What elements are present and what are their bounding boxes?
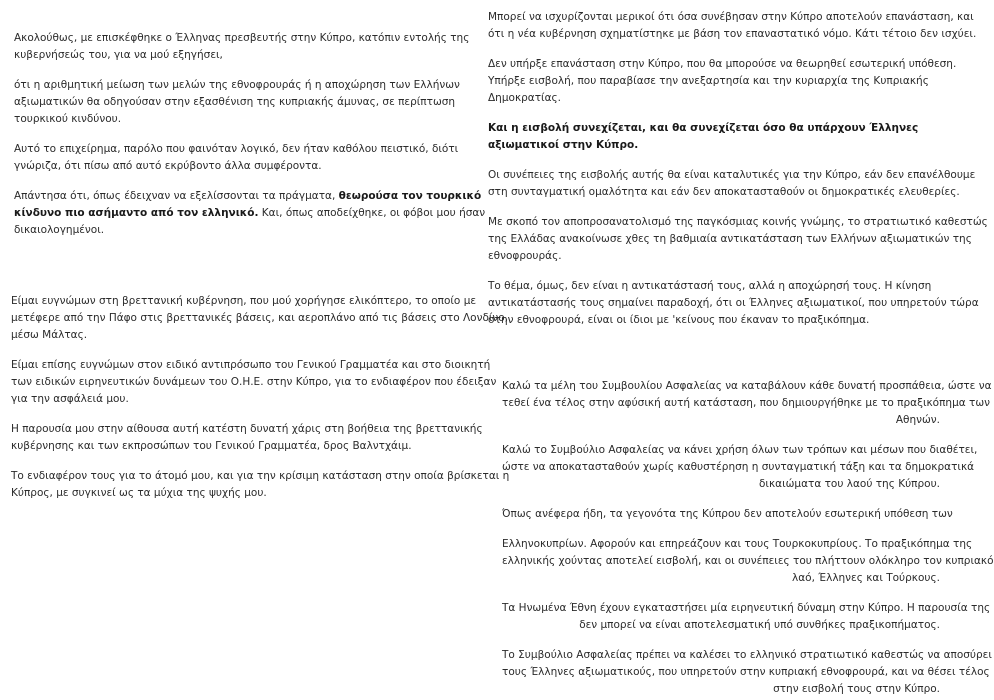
text-line: Τα Ηνωμένα Έθνη έχουν εγκαταστήσει μία ειρηνευτική δύναμη στην Κύπρο. Η παρουσία της [502, 602, 991, 614]
text-line: στην εθνοφρουρά, είναι οι ίδιοι με 'κείνους που έκαναν το πραξικόπημα. [488, 314, 870, 326]
text-line: λαό, Έλληνες και Τούρκους. [792, 572, 940, 584]
paragraph [14, 30, 470, 64]
text-line: γνώριζα, ότι πίσω από αυτό εκρύβοντο άλλα συμφέροντα. [14, 160, 322, 172]
text-line: κυβέρνησης και των εκπροσώπων του Γενικού Γραμματέα, δρος Βαλντχάιμ. [11, 440, 412, 452]
paragraph [11, 468, 510, 502]
paragraph [502, 506, 953, 523]
paragraph [502, 647, 992, 698]
text-column-bottom-right [502, 378, 994, 698]
text-line: μετέφερε από την Πάφο στις βρεττανικές βάσεις, και αεροπλάνο από τις βάσεις στο Λονδίνο, [11, 312, 509, 324]
text-line: Είμαι ευγνώμων στη βρεττανική κυβέρνηση, που μού χορήγησε ελικόπτερο, το οποίο με [11, 295, 477, 307]
text-line [14, 205, 486, 222]
paragraph [14, 141, 459, 175]
paragraph [14, 77, 460, 128]
text-line [488, 120, 938, 137]
paragraph [11, 293, 509, 344]
bold-fragment: Και η εισβολή συνεχίζεται, και θα συνεχίζεται όσο θα υπάρχουν Έλληνες [488, 122, 919, 134]
text-fragment: Απάντησα ότι, όπως έδειχναν να εξελίσσονται τα πράγματα, [14, 190, 339, 202]
text-line: ελληνικής χούντας αποτελεί εισβολή, και οι συνέπειες του πλήττουν ολόκληρο τον κυπριακό [502, 555, 994, 567]
paragraph [11, 357, 497, 408]
text-line: Το θέμα, όμως, δεν είναι η αντικατάστασή τους, αλλά η αποχώρησή τους. Η κίνηση [488, 280, 932, 292]
text-line: Υπήρξε εισβολή, που παραβίασε την ανεξαρτησία και την κυριαρχία της Κυπριακής [488, 75, 929, 87]
text-line: αξιωματικών θα οδηγούσαν στην εξασθένιση της κυπριακής άμυνας, σε περίπτωση [14, 96, 456, 108]
text-line: Ακολούθως, με επισκέφθηκε ο Έλληνας πρεσβευτής στην Κύπρο, κατόπιν εντολής της [14, 32, 470, 44]
bold-fragment: κίνδυνο πιο ασήμαντο από τον ελληνικό. [14, 207, 259, 219]
text-line: Καλώ το Συμβούλιο Ασφαλείας να κάνει χρήση όλων των τρόπων και μέσων που διαθέτει, [502, 444, 978, 456]
text-line: Οι συνέπειες της εισβολής αυτής θα είναι καταλυτικές για την Κύπρο, εάν δεν επανέλθουμε [488, 169, 976, 181]
text-line: στη συνταγματική ομαλότητα και εάν δεν αποκατασταθούν οι δημοκρατικές ελευθερίες. [488, 186, 960, 198]
text-line: Είμαι επίσης ευγνώμων στον ειδικό αντιπρόσωπο του Γενικού Γραμματέα και στο διοικητή [11, 359, 491, 371]
text-line: ώστε να αποκατασταθούν χωρίς καθυστέρηση η συνταγματική τάξη και τα δημοκρατικά [502, 461, 975, 473]
text-line: της Ελλάδας ανακοίνωσε χθες τη βαθμιαία αντικατάσταση των Ελλήνων αξιωματικών της [488, 233, 972, 245]
text-line [14, 188, 482, 205]
text-line: κυβερνήσεώς του, για να μού εξηγήσει, [14, 49, 223, 61]
paragraph [488, 214, 988, 265]
text-line: δεν μπορεί να είναι αποτελεσματική υπό συνθήκες πραξικοπήματος. [579, 619, 940, 631]
text-line: για την ασφάλειά μου. [11, 393, 129, 405]
paragraph [488, 278, 979, 329]
bold-fragment: αξιωματικοί στην Κύπρο. [488, 139, 639, 151]
text-line: Δημοκρατίας. [488, 92, 562, 104]
text-line: Ελληνοκυπρίων. Αφορούν και επηρεάζουν και τους Τουρκοκυπρίους. Το πραξικόπημα της [502, 538, 973, 550]
text-line: Με σκοπό τον αποπροσανατολισμό της παγκόσμιας κοινής γνώμης, το στρατιωτικό καθεστώς [488, 216, 988, 228]
text-line: στην εισβολή τους στην Κύπρο. [773, 683, 940, 695]
text-line: Αθηνών. [895, 414, 940, 426]
text-line: Μπορεί να ισχυρίζονται μερικοί ότι όσα συνέβησαν στην Κύπρο αποτελούν επανάσταση, και [488, 11, 974, 23]
text-line: Αυτό το επιχείρημα, παρόλο που φαινόταν λογικό, δεν ήταν καθόλου πειστικό, διότι [14, 143, 459, 155]
paragraph [502, 600, 991, 634]
text-line: τους Έλληνες αξιωματικούς, που υπηρετούν στην κυπριακή εθνοφρουρά, και να θέσει τέλος [502, 666, 990, 678]
paragraph [502, 378, 992, 429]
text-line: των ειδικών ειρηνευτικών δυνάμεων του Ο.Η.Ε. στην Κύπρο, για το ενδιαφέρον που έδειξαν [11, 376, 497, 388]
paragraph [488, 9, 977, 43]
text-line: Το ενδιαφέρον τους για το άτομό μου, και για την κρίσιμη κατάσταση στην οποία βρίσκεται η [11, 470, 510, 482]
bold-fragment: θεωρούσα τον τουρκικό [338, 190, 482, 202]
text-line: δικαιολογημένοι. [14, 224, 105, 236]
text-line: Κύπρος, με συγκινεί ως τα μύχια της ψυχής μου. [11, 487, 267, 499]
paragraph [488, 56, 957, 107]
text-column-bottom-left [11, 293, 510, 502]
text-line: εθνοφρουράς. [488, 250, 562, 262]
text-line: τεθεί ένα τέλος στην αφύσική αυτή κατάσταση, που δημιουργήθηκε με το πραξικόπημα των [502, 397, 990, 409]
paragraph [11, 421, 483, 455]
text-line: ότι η νέα κυβέρνηση σχηματίστηκε με βάση τον επαναστατικό νόμο. Κάτι τέτοιο δεν ισχύει. [488, 28, 977, 40]
paragraph [488, 167, 976, 201]
text-line: Η παρουσία μου στην αίθουσα αυτή κατέστη δυνατή χάρις στη βοήθεια της βρεττανικής [11, 423, 483, 435]
paragraph-with-emphasis [14, 188, 486, 239]
text-line: ότι η αριθμητική μείωση των μελών της εθνοφρουράς ή η αποχώρηση των Ελλήνων [14, 79, 460, 91]
text-line: τουρκικού κινδύνου. [14, 113, 122, 125]
text-line: δικαιώματα του λαού της Κύπρου. [758, 478, 940, 490]
bold-paragraph [488, 120, 938, 154]
text-line: Το Συμβούλιο Ασφαλείας πρέπει να καλέσει το ελληνικό στρατιωτικό καθεστώς να αποσύρει [502, 649, 992, 661]
paragraph [502, 536, 994, 587]
text-line: μέσω Μάλτας. [11, 329, 88, 341]
text-line: αντικατάστασής τους σημαίνει παραδοχή, ότι οι Έλληνες αξιωματικοί, που υπηρετούν τώρα [488, 297, 979, 309]
text-line: Όπως ανέφερα ήδη, τα γεγονότα της Κύπρου δεν αποτελούν εσωτερική υπόθεση των [502, 508, 953, 520]
paragraph [502, 442, 978, 493]
text-line: Καλώ τα μέλη του Συμβουλίου Ασφαλείας να καταβάλουν κάθε δυνατή προσπάθεια, ώστε να [502, 380, 992, 392]
text-column-top-right [488, 9, 988, 329]
text-column-top-left [14, 30, 486, 239]
text-fragment: Και, όπως αποδείχθηκε, οι φόβοι μου ήσαν [258, 207, 486, 219]
text-line [488, 137, 938, 154]
text-line: Δεν υπήρξε επανάσταση στην Κύπρο, που θα μπορούσε να θεωρηθεί εσωτερική υπόθεση. [488, 58, 957, 70]
